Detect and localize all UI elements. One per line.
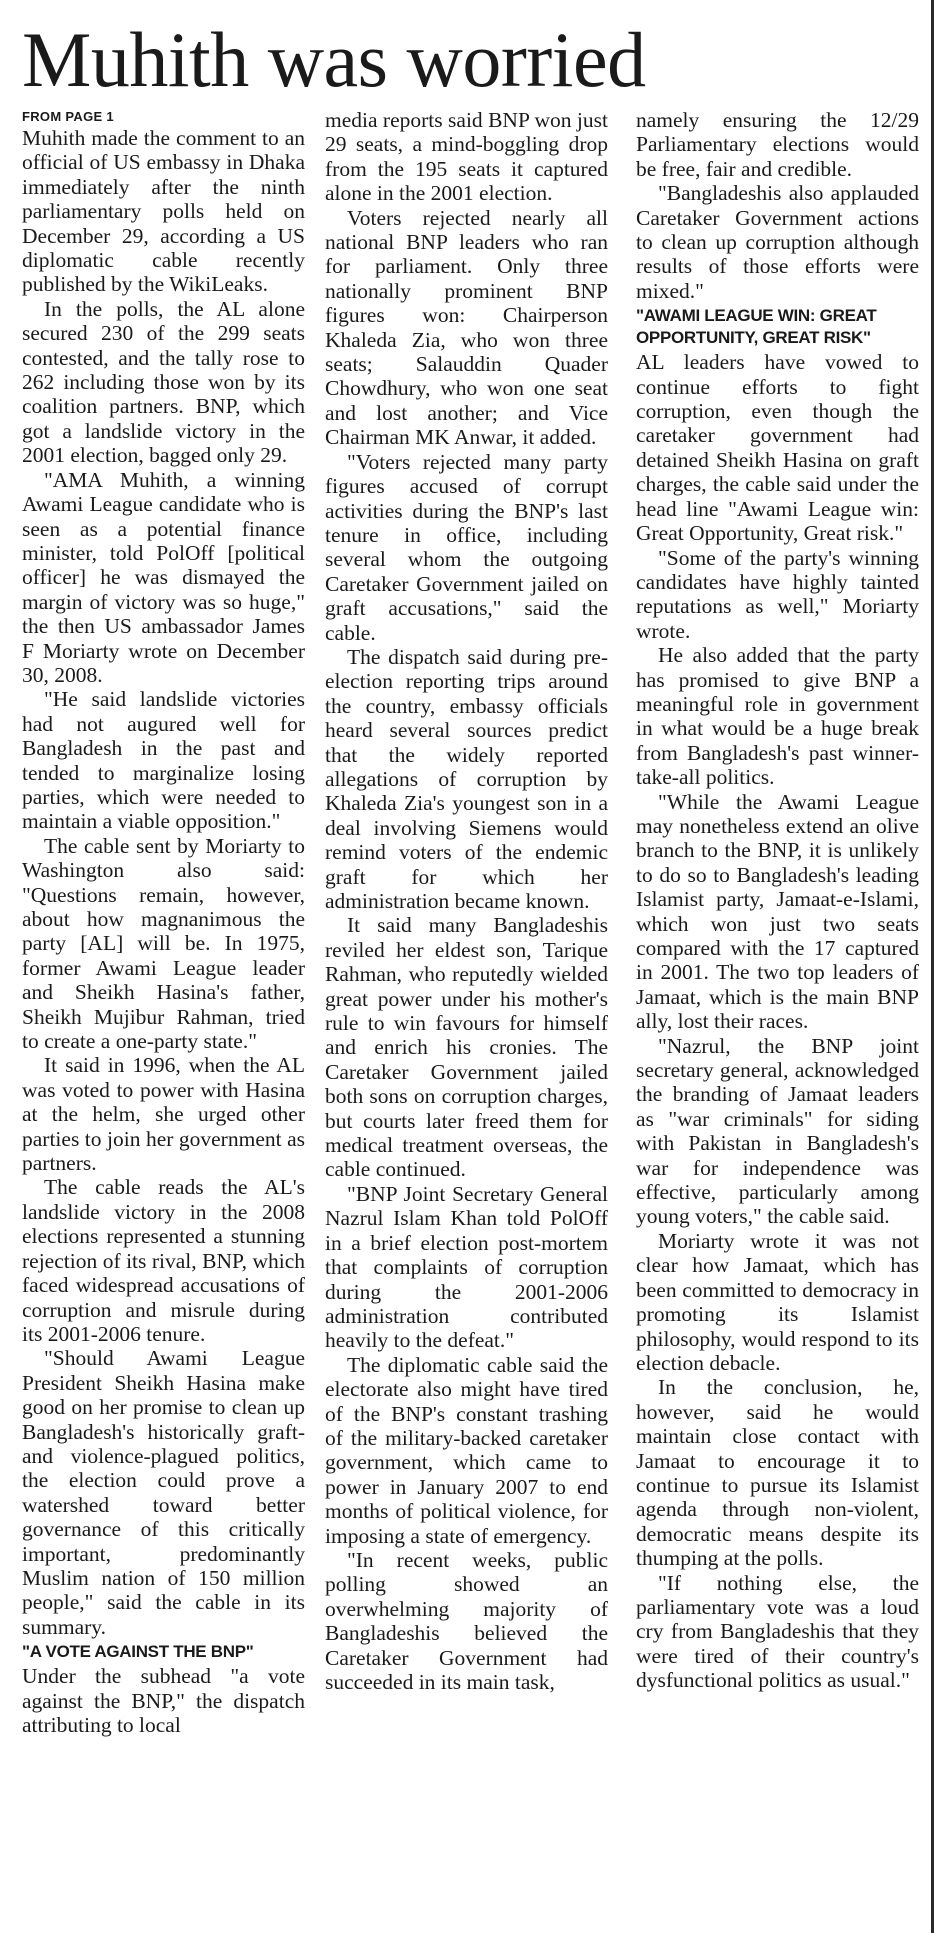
paragraph: "Nazrul, the BNP joint secretary general, acknowledged the branding of Jamaat leaders as "war criminals" for siding with Pakistan in Bangladesh's war for independence was effective, particularly among young voters," the cable said. [636, 1033, 919, 1229]
column-body [636, 108, 919, 1693]
paragraph: AL leaders have vowed to continue efforts to fight corruption, even though the caretaker government had detained Sheikh Hasina on graft charges, the cable said under the head line "Awami League win: Great Opportunity, Great risk." [636, 350, 919, 546]
paragraph: "Voters rejected many party figures accused of corrupt activities during the BNP's last tenure in office, including several whom the outgoing Caretaker Government jailed on graft accusations," said the cable. [325, 449, 608, 645]
column-body [22, 126, 305, 1737]
paragraph: In the conclusion, he, however, said he would maintain close contact with Jamaat to encourage it to continue to pursue its Islamist agenda through non-violent, democratic means despite its thumping at the polls. [636, 1375, 919, 1571]
paragraph: "While the Awami League may nonetheless extend an olive branch to the BNP, it is unlikely to do so to Bangladesh's leading Islamist party, Jamaat-e-Islami, which won just two seats compared with the 17 captured in 2001. The two top leaders of Jamaat, which is the main BNP ally, lost their races. [636, 789, 919, 1034]
subheading: "AWAMI LEAGUE WIN: GREAT OPPORTUNITY, GREAT RISK" [636, 306, 877, 348]
paragraph: "He said landslide victories had not augured well for Bangladesh in the past and tended to marginalize losing parties, which were needed to maintain a viable opposition." [22, 687, 305, 834]
paragraph: "If nothing else, the parliamentary vote was a loud cry from Bangladeshis that they were tired of their country's dysfunctional politics as usual." [636, 1570, 919, 1693]
paragraph: Muhith made the comment to an official of US embassy in Dhaka immediately after the ninth parliamentary polls held on December 29, according a US diplomatic cable recently published by the WikiLeaks. [22, 126, 305, 297]
column-body [325, 108, 608, 1694]
paragraph: It said in 1996, when the AL was voted to power with Hasina at the helm, she urged other parties to join her government as partners. [22, 1053, 305, 1176]
paragraph: namely ensuring the 12/29 Parliamentary elections would be free, fair and credible. [636, 108, 919, 181]
paragraph: Voters rejected nearly all national BNP leaders who ran for parliament. Only three nationally prominent BNP figures won: Chairperson Khaleda Zia, who won three seats; Salauddin Quader Chowdhury, who won one seat and lost another; and Vice Chairman MK Anwar, it added. [325, 205, 608, 450]
kicker: FROM PAGE 1 [22, 109, 114, 124]
article-column-1 [22, 108, 305, 1737]
paragraph: Under the subhead "a vote against the BNP," the dispatch attributing to local [22, 1664, 305, 1737]
paragraph: "Bangladeshis also applauded Caretaker Government actions to clean up corruption although results of those efforts were mixed." [636, 181, 919, 303]
paragraph: The diplomatic cable said the electorate also might have tired of the BNP's constant trashing of the military-backed caretaker government, which came to power in January 2007 to end months of political violence, for imposing a state of emergency. [325, 1352, 608, 1548]
article-column-2 [325, 108, 608, 1694]
headline: Muhith was worried [22, 16, 646, 103]
paragraph: Moriarty wrote it was not clear how Jamaat, which has been committed to democracy in promoting its Islamist philosophy, would respond to its election debacle. [636, 1228, 919, 1375]
paragraph: "BNP Joint Secretary General Nazrul Islam Khan told PolOff in a brief election post-mortem that complaints of corruption during the 2001-2006 administration contributed heavily to the defeat." [325, 1181, 608, 1353]
paragraph: The cable reads the AL's landslide victory in the 2008 elections represented a stunning rejection of its rival, BNP, which faced widespread accusations of corruption and misrule during its 2001-2006 tenure. [22, 1175, 305, 1346]
paragraph: "Should Awami League President Sheikh Hasina make good on her promise to clean up Bangladesh's historically graft- and violence-plagued politics, the election could prove a watershed toward better governance of this critically important, predominantly Muslim nation of 150 million people," said the cable in its summary. [22, 1346, 305, 1639]
subheading: "A VOTE AGAINST THE BNP" [22, 1642, 254, 1662]
paragraph: "In recent weeks, public polling showed an overwhelming majority of Bangladeshis believed the Caretaker Government had succeeded in its main task, [325, 1547, 608, 1694]
paragraph: The dispatch said during pre-election reporting trips around the country, embassy officials heard several sources predict that the widely reported allegations of corruption by Khaleda Zia's youngest son in a deal involving Siemens would remind voters of the endemic graft for which her administration became known. [325, 644, 608, 913]
paragraph: It said many Bangladeshis reviled her eldest son, Tarique Rahman, who reputedly wielded great power under his mother's rule to win favours for himself and enrich his cronies. The Caretaker Government jailed both sons on corruption charges, but courts later freed them for medical treatment overseas, the cable continued. [325, 913, 608, 1182]
paragraph: "AMA Muhith, a winning Awami League candidate who is seen as a potential finance minister, told PolOff [political officer] he was dismayed the margin of victory was so huge," the then US ambassador James F Moriarty wrote on December 30, 2008. [22, 467, 305, 687]
paragraph: The cable sent by Moriarty to Washington also said: "Questions remain, however, about how magnanimous the party [AL] will be. In 1975, former Awami League leader and Sheikh Hasina's father, Sheikh Mujibur Rahman, tried to create a one-party state." [22, 833, 305, 1054]
paragraph: In the polls, the AL alone secured 230 of the 299 seats contested, and the tally rose to 262 including those won by its coalition partners. BNP, which got a landslide victory in the 2001 election, bagged only 29. [22, 296, 305, 468]
paragraph: He also added that the party has promised to give BNP a meaningful role in government in what would be a huge break from Bangladesh's past winner-take-all politics. [636, 643, 919, 790]
article-column-3 [636, 108, 919, 1693]
paragraph: media reports said BNP won just 29 seats, a mind-boggling drop from the 195 seats it captured alone in the 2001 election. [325, 108, 608, 206]
paragraph: "Some of the party's winning candidates have highly tainted reputations as well," Moriarty wrote. [636, 545, 919, 643]
